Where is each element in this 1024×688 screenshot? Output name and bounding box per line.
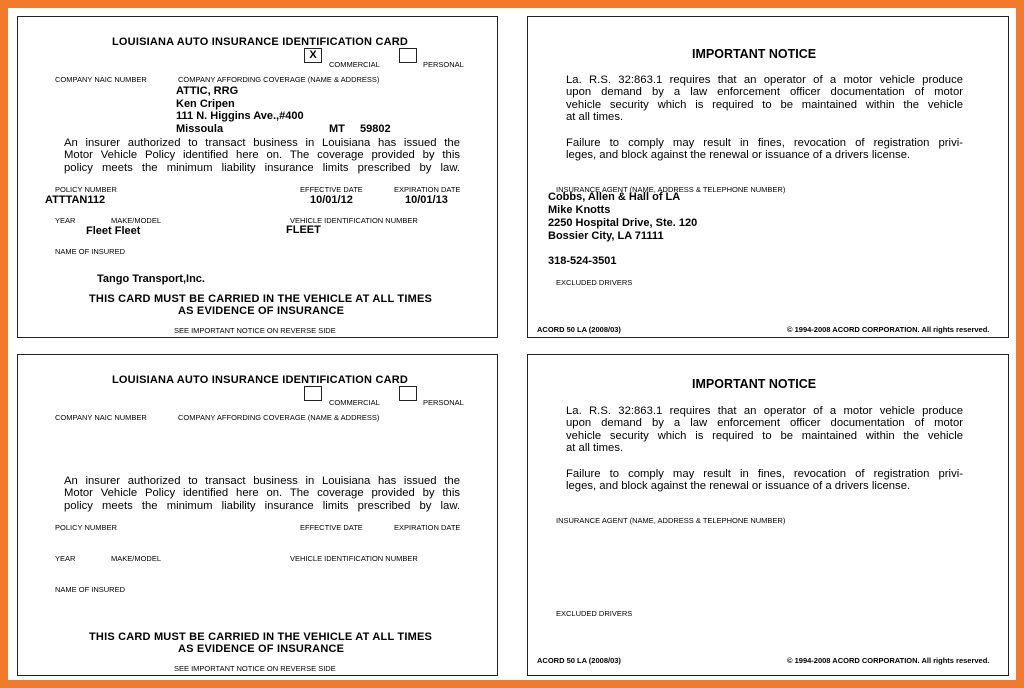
notice-line: La. R.S. 32:863.1 requires that an operator of a motor vehicle produce	[566, 405, 963, 417]
notice-line: leges, and block against the renewal or issuance of a drivers license.	[566, 480, 911, 493]
effective-label: EFFECTIVE DATE	[300, 523, 363, 532]
carry-notice-line-1: THIS CARD MUST BE CARRIED IN THE VEHICLE AT ALL TIMES	[89, 631, 433, 643]
personal-checkbox[interactable]	[399, 386, 417, 401]
company-line-1: ATTIC, RRG	[176, 85, 239, 97]
notice-line: upon demand by a law enforcement officer documentation of motor	[566, 86, 963, 99]
document-sheet	[8, 8, 1016, 680]
make-label: MAKE/MODEL	[111, 554, 162, 563]
form-id: ACORD 50 LA (2008/03)	[537, 656, 621, 665]
insured-label: NAME OF INSURED	[55, 585, 126, 594]
excluded-label: EXCLUDED DRIVERS	[556, 278, 633, 287]
company-label: COMPANY AFFORDING COVERAGE (NAME & ADDRESS)	[178, 413, 380, 422]
carry-notice-line-2: AS EVIDENCE OF INSURANCE	[178, 305, 345, 317]
make-value: Fleet Fleet	[86, 225, 141, 237]
policy-label: POLICY NUMBER	[55, 185, 117, 194]
naic-label: COMPANY NAIC NUMBER	[55, 75, 147, 84]
commercial-checkbox[interactable]	[304, 386, 322, 401]
id-card-back-filled	[527, 16, 1009, 338]
company-zip: 59802	[360, 123, 391, 135]
notice-title: IMPORTANT NOTICE	[692, 47, 817, 61]
notice-line: Failure to comply may result in fines, revocation of registration privi-	[566, 468, 963, 480]
insurer-statement-line: An insurer authorized to transact business in Louisiana has issued the	[64, 475, 460, 487]
copyright: © 1994-2008 ACORD CORPORATION. All rights reserved.	[787, 325, 990, 334]
company-label: COMPANY AFFORDING COVERAGE (NAME & ADDRESS)	[178, 75, 380, 84]
insurer-statement-line: Motor Vehicle Policy identified here on. The coverage provided by this	[64, 487, 460, 500]
notice-line: upon demand by a law enforcement officer documentation of motor	[566, 417, 963, 430]
insurer-statement	[64, 137, 460, 174]
see-notice: SEE IMPORTANT NOTICE ON REVERSE SIDE	[174, 326, 336, 335]
policy-value: ATTTAN112	[45, 194, 106, 206]
expiration-value: 10/01/13	[405, 194, 448, 206]
notice-line: Failure to comply may result in fines, revocation of registration privi-	[566, 137, 963, 149]
agent-line-1: Cobbs, Allen & Hall of LA	[548, 191, 681, 203]
expiration-label: EXPIRATION DATE	[394, 185, 461, 194]
notice-line: vehicle security which is required to be maintained within the vehicle	[566, 429, 963, 442]
insured-label: NAME OF INSURED	[55, 247, 126, 256]
year-label: YEAR	[55, 554, 76, 563]
expiration-label: EXPIRATION DATE	[394, 523, 461, 532]
notice-line: La. R.S. 32:863.1 requires that an operator of a motor vehicle produce	[566, 74, 963, 86]
policy-label: POLICY NUMBER	[55, 523, 117, 532]
agent-label: INSURANCE AGENT (NAME, ADDRESS & TELEPHONE NUMBER)	[556, 516, 786, 525]
id-card-front-filled	[17, 16, 498, 338]
insurer-statement-line: An insurer authorized to transact business in Louisiana has issued the	[64, 137, 460, 149]
insurer-statement-line: policy meets the minimum liability insurance limits prescribed by law.	[64, 161, 460, 174]
copyright: © 1994-2008 ACORD CORPORATION. All rights reserved.	[787, 656, 990, 665]
personal-checkbox[interactable]	[399, 48, 417, 63]
agent-line-2: Mike Knotts	[548, 204, 611, 216]
agent-line-3: 2250 Hospital Drive, Ste. 120	[548, 217, 698, 229]
naic-label: COMPANY NAIC NUMBER	[55, 413, 147, 422]
insured-value: Tango Transport,Inc.	[97, 273, 205, 285]
notice-line: at all times.	[566, 442, 624, 455]
make-label: MAKE/MODEL	[111, 216, 162, 225]
personal-label: PERSONAL	[423, 398, 464, 407]
id-card-front-blank	[17, 354, 498, 676]
commercial-label: COMMERCIAL	[329, 398, 380, 407]
notice-line: vehicle security which is required to be maintained within the vehicle	[566, 98, 963, 111]
notice-paragraph-1	[566, 405, 963, 455]
notice-paragraph-2	[566, 137, 963, 162]
notice-paragraph-1	[566, 74, 963, 124]
year-label: YEAR	[55, 216, 76, 225]
company-city: Missoula	[176, 123, 224, 135]
company-line-2: Ken Cripen	[176, 98, 235, 110]
form-id: ACORD 50 LA (2008/03)	[537, 325, 621, 334]
commercial-checkbox[interactable]: X	[304, 48, 322, 63]
notice-title: IMPORTANT NOTICE	[692, 377, 817, 391]
vin-label: VEHICLE IDENTIFICATION NUMBER	[290, 554, 418, 563]
insurer-statement-line: policy meets the minimum liability insurance limits prescribed by law.	[64, 499, 460, 512]
notice-line: leges, and block against the renewal or issuance of a drivers license.	[566, 149, 911, 162]
card-title: LOUISIANA AUTO INSURANCE IDENTIFICATION CARD	[112, 36, 409, 48]
company-state: MT	[329, 123, 345, 135]
excluded-label: EXCLUDED DRIVERS	[556, 609, 633, 618]
card-title: LOUISIANA AUTO INSURANCE IDENTIFICATION CARD	[112, 374, 409, 386]
notice-paragraph-2	[566, 468, 963, 493]
agent-phone: 318-524-3501	[548, 255, 617, 267]
insurer-statement-line: Motor Vehicle Policy identified here on. The coverage provided by this	[64, 149, 460, 162]
effective-value: 10/01/12	[310, 194, 353, 206]
vin-label: VEHICLE IDENTIFICATION NUMBER	[290, 216, 418, 225]
commercial-label: COMMERCIAL	[329, 60, 380, 69]
effective-label: EFFECTIVE DATE	[300, 185, 363, 194]
id-card-back-blank	[527, 354, 1009, 676]
company-line-3: 111 N. Higgins Ave.,#400	[176, 110, 304, 122]
vin-value: FLEET	[286, 224, 321, 236]
personal-label: PERSONAL	[423, 60, 464, 69]
carry-notice-line-1: THIS CARD MUST BE CARRIED IN THE VEHICLE AT ALL TIMES	[89, 293, 433, 305]
notice-line: at all times.	[566, 111, 624, 124]
agent-line-4: Bossier City, LA 71111	[548, 230, 664, 242]
insurer-statement	[64, 475, 460, 512]
see-notice: SEE IMPORTANT NOTICE ON REVERSE SIDE	[174, 664, 336, 673]
agent-label: INSURANCE AGENT (NAME, ADDRESS & TELEPHONE NUMBER)	[556, 185, 786, 194]
carry-notice-line-2: AS EVIDENCE OF INSURANCE	[178, 643, 345, 655]
